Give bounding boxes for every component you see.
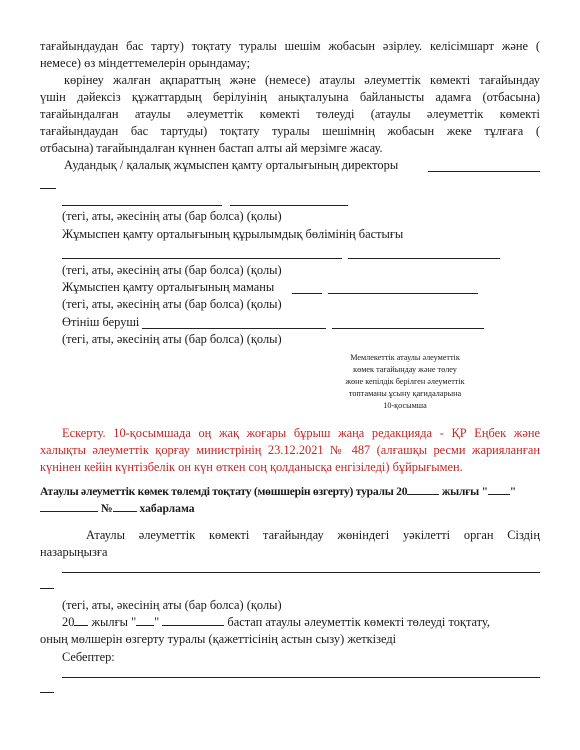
date-suffix: бастап атаулы әлеуметтік көмекті төлеуді тоқтату, [227,615,490,629]
appendix-line-5: 10-қосымша [383,401,427,410]
notice-body-line-4: оның мөлшерін өзгерту туралы (қажеттісінің астын сызу) жеткізеді [40,632,397,646]
reasons-label: Себептер: [62,650,115,664]
director-signature-line [428,171,540,172]
fraud-line-2: үшін дәйексіз құжаттардың берілуінің анықталуына байланысты адамға (отбасына) [40,90,540,104]
specialist-label: Жұмыспен қамту орталығының маманы [62,280,275,294]
notice-title-part1: Атаулы әлеуметтік көмек төлемді тоқтату (мөшшерін өзгерту) туралы 20 [40,485,408,498]
specialist-name-line [292,293,322,294]
reasons-line-cont [40,692,54,693]
notice-title-part4: № [100,502,113,515]
director-label: Аудандық / қалалық жұмыспен қамту орталығының директоры [64,158,399,172]
applicant-caption: (тегі, аты, әкесінің аты (бар болса) (қолы) [62,332,282,346]
date-day-blank [136,614,154,626]
specialist-sign-line [328,293,478,294]
applicant-name-line [142,328,326,329]
date-month-blank [162,614,224,626]
notice-body-line-1: Атаулы әлеуметтік көмекті тағайындау жөніндегі уәкілетті орган Сіздің [86,528,540,542]
head-sign-line [348,258,500,259]
day-blank [488,483,510,495]
appendix-line-1: Мемлекеттік атаулы әлеуметтік [350,353,460,362]
reasons-line [62,677,540,678]
date-year-blank [74,614,88,626]
number-blank [113,500,137,512]
head-caption: (тегі, аты, әкесінің аты (бар болса) (қолы) [62,263,282,277]
intro-line-1: тағайындаудан бас тарту) тоқтату туралы шешім жобасын әзірлеу. келісімшарт және ( [40,39,540,53]
date-quote: " [154,615,160,629]
intro-line-2: немесе) өз міндеттемелерін орындамау; [40,56,251,70]
notice-title-part5: хабарлама [139,502,195,515]
note-line-2: халықты әлеуметтік қорғау министрінің 23.12.2021 № 487 (алғашқы ресми жарияланған [40,443,540,457]
appendix-line-4: топтаманы ұсыну қағидаларына [348,389,462,398]
appendix-line-3: жөне кепілдік берілген әлеуметтік [345,377,465,386]
notice-body-line-2: назарыңызға [40,545,108,559]
addressee-line-cont [40,588,54,589]
director-caption: (тегі, аты, әкесінің аты (бар болса) (қолы) [62,209,282,223]
fraud-line-4: тағайындаудан бас тартуды) тоқтату туралы шешімнің жобасын жеке тұлғаға ( [40,124,540,138]
date-prefix: 20 [62,615,75,629]
notice-title-part2: жылғы " [441,485,488,498]
fraud-line-1: көрінеу жалған ақпараттың және (немесе) атаулы әлеуметтік көмекті тағайындау [64,73,540,87]
note-line-1: Ескерту. 10-қосымшада оң жақ жоғары бұрыш жаңа редакцияда - ҚР Еңбек және [62,426,540,440]
notice-title-part3: " [509,485,516,498]
addressee-caption: (тегі, аты, әкесінің аты (бар болса) (қолы) [62,598,282,612]
notice-title-line-2 [40,500,195,517]
year-blank [407,483,439,495]
head-name-line [62,258,342,259]
addressee-line [62,572,540,573]
month-blank [40,500,98,512]
applicant-label: Өтініш беруші [62,315,140,329]
head-label: Жұмыспен қамту орталығының құрылымдық бөлімінің бастығы [62,227,404,241]
notice-date-line [62,614,490,631]
director-signature-line-cont [40,188,56,189]
appendix-line-2: көмек тағайындау және төлеу [353,365,457,374]
director-name-line [62,205,222,206]
fraud-line-5: отбасына) тағайындалған күннен бастап алты ай мерзімге жасау. [40,141,383,155]
director-sign-line [230,205,348,206]
fraud-line-3: тағайындалған атаулы әлеуметтік көмекті төлеуді (атаулы әлеуметтік көмекті [40,107,540,121]
notice-title-line-1 [40,483,516,500]
applicant-sign-line [332,328,484,329]
note-line-3: күнінен кейін күнтізбелік он күн өткен соң қолданысқа енгізіледі) бұйрығымен. [40,460,463,474]
date-mid: жылғы " [91,615,137,629]
specialist-caption: (тегі, аты, әкесінің аты (бар болса) (қолы) [62,297,282,311]
